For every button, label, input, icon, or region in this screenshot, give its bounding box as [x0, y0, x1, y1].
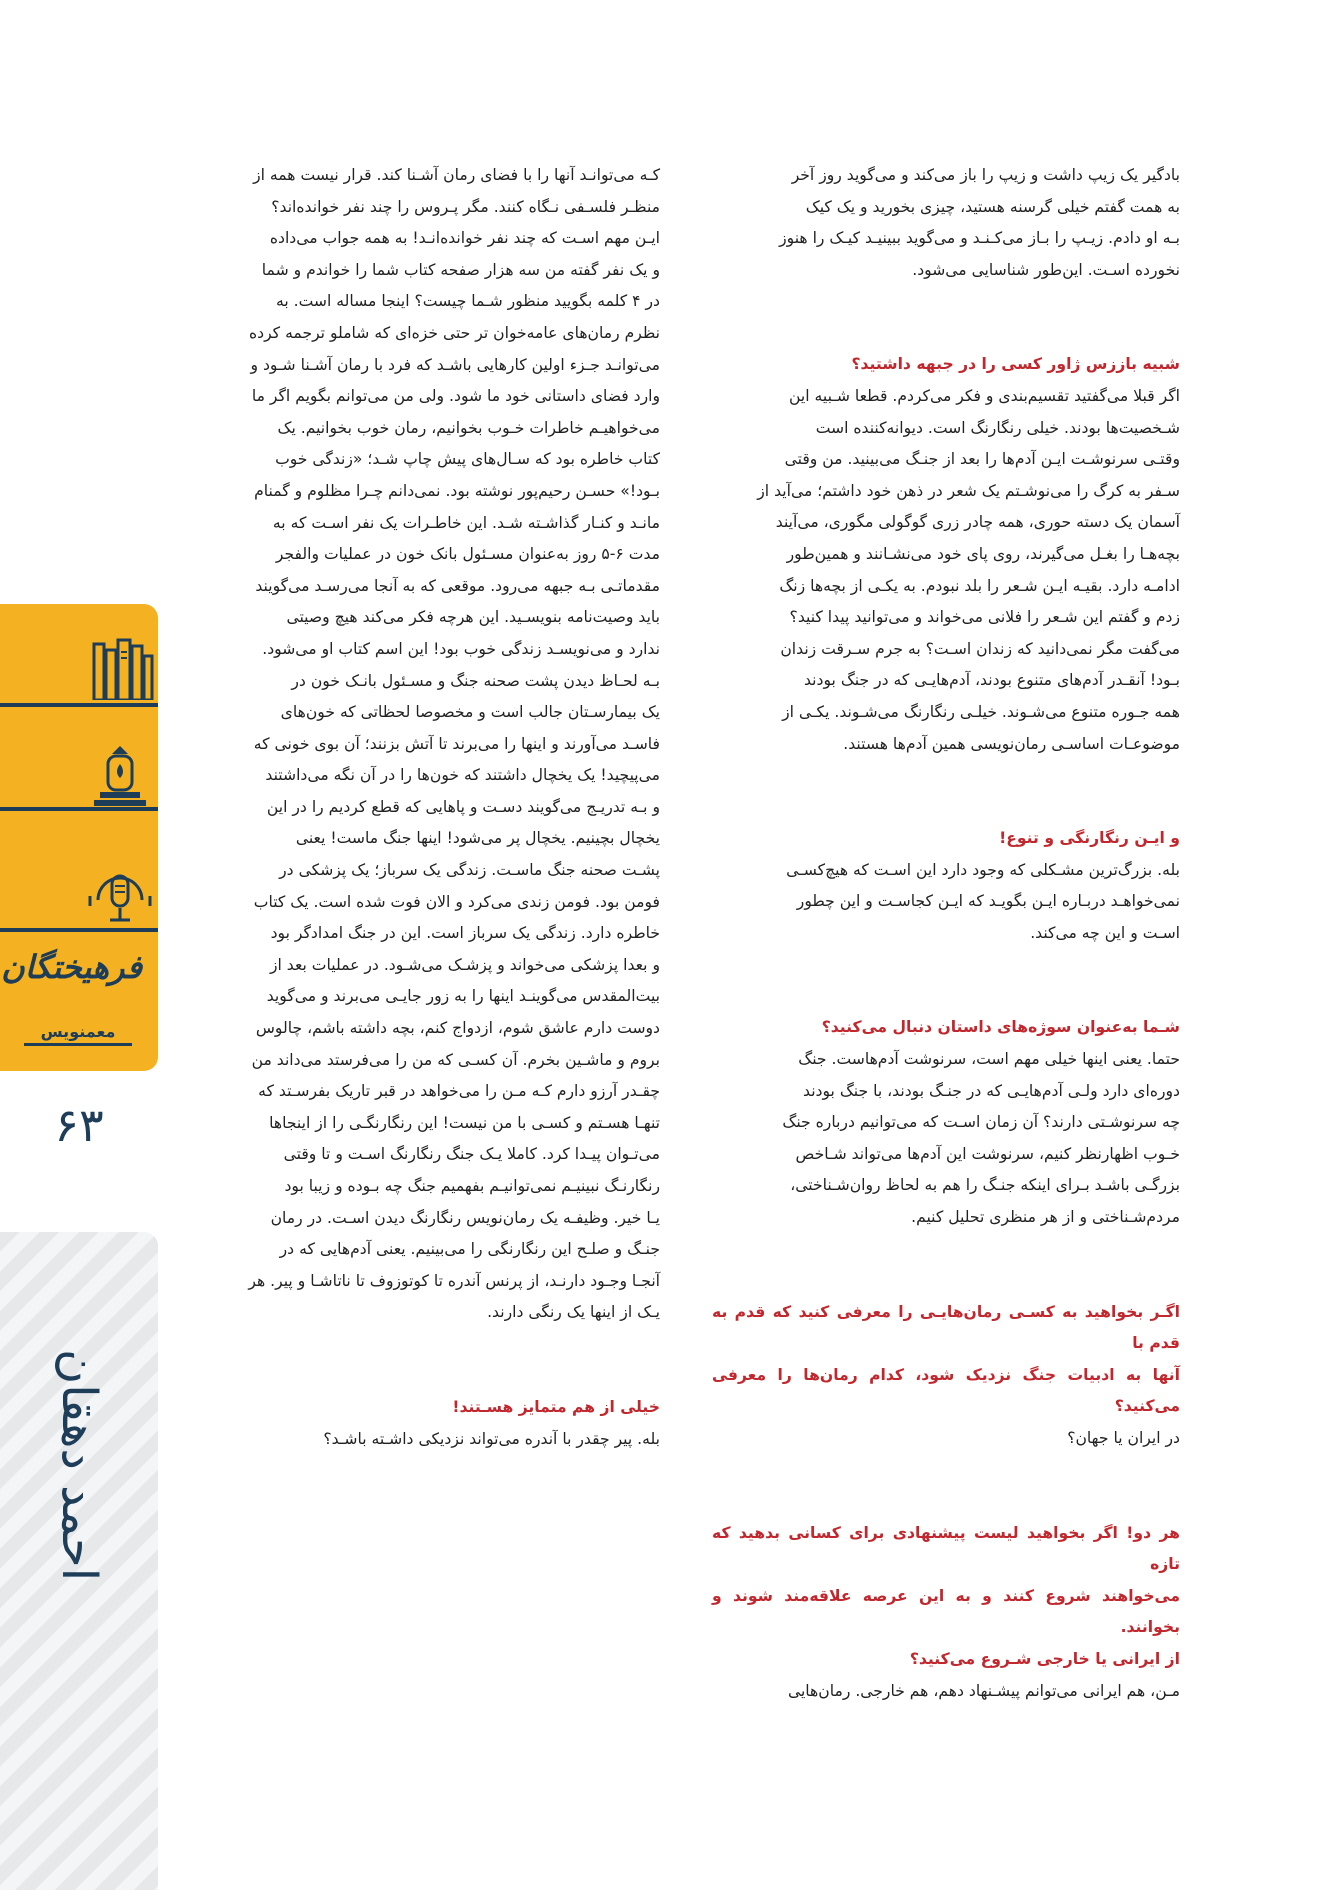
spacer [712, 1234, 1180, 1297]
body-line: در ۴ کلمه بگویید منظور شـما چیست؟ اینجا مساله است. به [275, 292, 660, 311]
body-line: حتما. یعنی اینها خیلی مهم است، سرنوشت آدم‌هاست. جنگ [798, 1050, 1180, 1069]
body-line: کـه می‌توانـد آنها را با فضای رمان آشـنا کند. قرار نیست همه از [253, 166, 660, 184]
spacer [712, 1455, 1180, 1518]
interview-question: شـما به‌عنوان سوژه‌های داستان دنبال می‌کنید؟ [821, 1018, 1180, 1037]
body-line: رنگارنـگ نبینیـم نمی‌توانیـم بفهمیم جنگ چه بـوده و زیبا بود [284, 1177, 660, 1195]
body-line: می‌گفت مگر نمی‌دانید که زندان اسـت؟ به جرم سـرقت زندان [780, 639, 1180, 658]
body-line: یـا خیر. وظیفـه یک رمان‌نویس رنگارنگ دیدن اسـت. در رمان [270, 1208, 660, 1227]
spacer [712, 760, 1180, 823]
body-line: بله. پیر چقدر با آندره می‌تواند نزدیکی داشـته باشـد؟ [323, 1429, 660, 1448]
body-line: چقـدر آرزو دارم کـه مـن را می‌خواهد در قبر تاریک بفرسـتد که [258, 1082, 660, 1101]
body-line: در ایران یا جهان؟ [1067, 1429, 1180, 1447]
brand-logo-text: فرهیختگان [1, 948, 142, 986]
body-line: می‌تـوان پیـدا کرد. کاملا یـک جنگ رنگارنگ اسـت و تا وقتی [283, 1145, 660, 1164]
body-line: مردم‌شـناختی و از هر منظری تحلیل کنیم. [911, 1208, 1180, 1227]
body-line: خاطره دارد. زندگی یک سرباز است. این در جنگ امدادگر بود [270, 924, 660, 943]
author-name: احمد دهقان [51, 1348, 107, 1582]
microphone-icon [84, 866, 156, 926]
shelf-divider [0, 928, 158, 932]
body-line: بـه او دادم. زیـپ را بـاز می‌کـنـد و می‌گوید ببینیـد کیـک را هنوز [779, 229, 1180, 248]
body-line: مـن، هم ایرانی می‌توانم پیشـنهاد دهم، هم خارجی. رمان‌هایی [787, 1681, 1180, 1700]
body-line: فومن بود. فومن زندی می‌کرد و الان فوت شده است. یک کتاب [253, 892, 660, 911]
body-line: تنهـا هسـتم و کسـی با من نیست! این رنگارنگـی را از اینجاها [269, 1113, 660, 1132]
body-line: یخچال بچینیم. یخچال پر می‌شود! اینها جنگ ماست! یعنی [295, 829, 660, 848]
body-line: مانـد و کنـار گذاشـته شـد. این خاطـرات یک نفر اسـت که به [272, 513, 660, 532]
page-number: ۶۳ [54, 1098, 104, 1152]
interview-question: اگـر بخواهید به کسـی رمان‌هایـی را معرفی کنید که قدم به قدم با [712, 1302, 1180, 1353]
interview-question: هر دو! اگر بخواهید لیست پیشنهادی برای کسانی بدهید که تازه [712, 1523, 1180, 1574]
body-line: نمی‌خواهـد دربـاره ایـن بگویـد که ایـن کجاسـت و این چطور [796, 892, 1180, 911]
body-line: می‌پیچید! یک یخچال داشتند که خون‌ها را در آن نگه می‌داشتند [265, 766, 660, 785]
body-line: بزرگـی باشـد بـرای اینکه جنـگ را هم به لحاظ روان‌شـناختی، [790, 1176, 1180, 1195]
body-line: باید وصیت‌نامه بنویسـید. این هرچه فکر می‌کند هیچ وصیتی [286, 608, 660, 627]
body-line: و بعدا پزشکی می‌خواند و پزشـک می‌شـود. در عملیات بعد از [269, 955, 660, 974]
body-line: بـود!» حسـن رحیم‌پور نوشته بود. نمی‌دانم چـرا مظلوم و گمنام [254, 481, 660, 500]
spacer [192, 1329, 660, 1392]
bookshelf-icon [90, 636, 154, 700]
body-line: اگر قبلا می‌گفتید تقسیم‌بندی و فکر می‌کردم. قطعا شـبیه این [789, 386, 1180, 405]
body-line: بروم و ماشـین بخرم. آن کسـی که من را می‌فرستد می‌داند من [251, 1050, 660, 1069]
body-line: همه جـوره متنوع می‌شـوند. خیلـی رنگارنگ می‌شـوند. یکـی از [782, 702, 1180, 721]
spacer [712, 949, 1180, 1012]
body-line: موضوعـات اساسـی رمان‌نویسی همین آدم‌ها هستند. [843, 734, 1180, 753]
body-line: جنـگ و صلـح این رنگارنگی را می‌بینیم. یعنی آدم‌هایی که در [279, 1240, 660, 1259]
body-line: و یک نفر گفته من سه هزار صفحه کتاب شما را خواندم و شما [261, 260, 660, 279]
body-line: خـوب اظهارنظر کنیم، سرنوشت این آدم‌ها می‌تواند شـاخص [795, 1144, 1180, 1163]
body-line: بادگیر یک زیپ داشت و زیپ را باز می‌کند و می‌گوید روز آخر [791, 166, 1180, 184]
right-column [712, 160, 1180, 1707]
body-line: بچه‌هـا را بغـل می‌گیرند، روی پای خود می‌نشـانند و همین‌طور [786, 544, 1180, 563]
body-line: بـود! آنقـدر آدم‌های متنوع بودند، آدم‌هایـی که در جنگ بودند [804, 671, 1180, 690]
brand-logo-subtitle: معمنویس [24, 1022, 132, 1046]
interview-question: می‌خواهند شروع کنند و به این عرصه علاقه‌مند شوند و بخوانند. [712, 1586, 1180, 1637]
shelf-divider [0, 703, 158, 707]
body-line: دوره‌ای دارد ولـی آدم‌هایـی که در جنـگ بودند، با جنگ بودند [803, 1081, 1180, 1100]
body-line: به همت گفتم خیلی گرسنه هستید، چیزی بخورید و یک کیک [805, 197, 1180, 216]
body-line: نخورده اسـت. این‌طور شناسایی می‌شود. [912, 260, 1180, 279]
body-line: بـه لحـاظ دیدن پشت صحنه جنگ و مسـئول بانـک خون در [291, 671, 660, 690]
body-line: می‌توانـد جـزء اولین کارهایی باشـد که فرد با رمان آشـنا شـود و [250, 355, 660, 374]
body-line: سـفر به کرگ را می‌نوشـتم یک شعر در ذهن خود داشتم؛ می‌آید از [757, 481, 1180, 500]
interview-question: شبیه باززس ژاور کسی را در جبهه داشتید؟ [851, 355, 1180, 374]
body-line: کتاب خاطره بود که سـال‌های پیش چاپ شـد؛ «زندگی خوب [275, 450, 660, 469]
body-line: پشـت صحنه جنگ ماسـت. زندگی یک سرباز؛ یک پزشکی در [279, 861, 660, 880]
body-line: وارد فضای داستانی خود ما شود. ولی من می‌توانم بگویم اگر ما [251, 387, 660, 406]
body-line: ادامـه دارد. بقیـه ایـن شـعر را بلد نبودم. به یکـی از بچه‌ها زنگ [779, 576, 1180, 595]
body-line: یـک از اینها یک رنگی دارند. [487, 1303, 660, 1322]
spacer [712, 286, 1180, 349]
body-line: مدت ۶-۵ روز به‌عنوان مسـئول بانک خون در عملیات والفجر [275, 545, 660, 564]
body-line: آنجـا وجـود دارنـد، از پرنس آندره تا کوتوزوف تا ناتاشـا و پیر. هر [248, 1271, 660, 1290]
body-line: چه سرنوشـتی دارند؟ آن زمان اسـت که می‌توانیم درباره جنگ [782, 1113, 1180, 1132]
body-line: زدم و گفتم این شـعر را فلانی می‌خواند و می‌توانید پیدا کنید؟ [789, 608, 1180, 627]
interview-question: از ایرانی یا خارجی شـروع می‌کنید؟ [909, 1649, 1180, 1668]
interview-question: خیلی از هم متمایز هسـتند! [452, 1397, 660, 1416]
body-line: ندارد و می‌نویسـد زندگی خوب بود! این اسم کتاب او می‌شود. [262, 639, 660, 658]
body-line: یک بیمارسـتان جالب است و مخصوصا لحظاتی که خون‌های [280, 703, 660, 722]
body-line: و بـه تدریـج می‌گویند دسـت و پاهایی که قطع کردیم را در این [266, 797, 660, 816]
body-line: فاسـد می‌آورند و اینها را می‌برند تا آتش بزنند؛ آن بوی خونی که [253, 734, 660, 753]
lamp-icon [88, 742, 152, 808]
body-line: وقتـی سرنوشـت ایـن آدم‌ها را بعد از جنـگ می‌بینید. من وقتی [784, 450, 1180, 469]
body-line: مقدماتـی بـه جبهه می‌رود. موقعی که به آنجا می‌رسـد می‌گویند [255, 576, 660, 595]
left-column [192, 160, 660, 1455]
interview-question: آنها به ادبیات جنگ نزدیک شود، کدام رمان‌ها را معرفی می‌کنید؟ [712, 1365, 1180, 1416]
body-line: دوست دارم عاشق شوم، ازدواج کنم، بچه داشته باشم، چالوس [255, 1019, 660, 1038]
body-line: منظـر فلسـفی نـگاه کنند. مگر پـروس را چند نفر خوانده‌اند؟ [271, 197, 660, 216]
body-line: نظرم رمان‌های عامه‌خوان تر حتی خزه‌ای که شاملو ترجمه کرده [248, 323, 660, 342]
body-line: بیت‌المقدس می‌گوینـد اینها را به زور جایـی می‌برند و می‌گوید [266, 987, 660, 1006]
interview-question: و ایـن رنگارنگی و تنوع! [999, 829, 1180, 848]
body-line: می‌خواهیـم خاطرات خـوب بخوانیم، رمان خوب بخوانیم. یک [277, 418, 660, 437]
body-line: اسـت و این چه می‌کند. [1030, 923, 1180, 942]
body-line: شـخصیت‌ها بودند. خیلی رنگارنگ است. دیوانه‌کننده است [815, 418, 1180, 437]
body-line: بله. بزرگ‌ترین مشـکلی که وجود دارد این اسـت که هیچ‌کسـی [786, 860, 1180, 879]
body-line: آسمان یک دسته حوری، همه چادر زری گوگولی مگوری، می‌آیند [775, 513, 1180, 532]
body-line: ایـن مهم اسـت که چند نفر خوانده‌انـد! به همه جواب می‌داده [269, 229, 660, 248]
